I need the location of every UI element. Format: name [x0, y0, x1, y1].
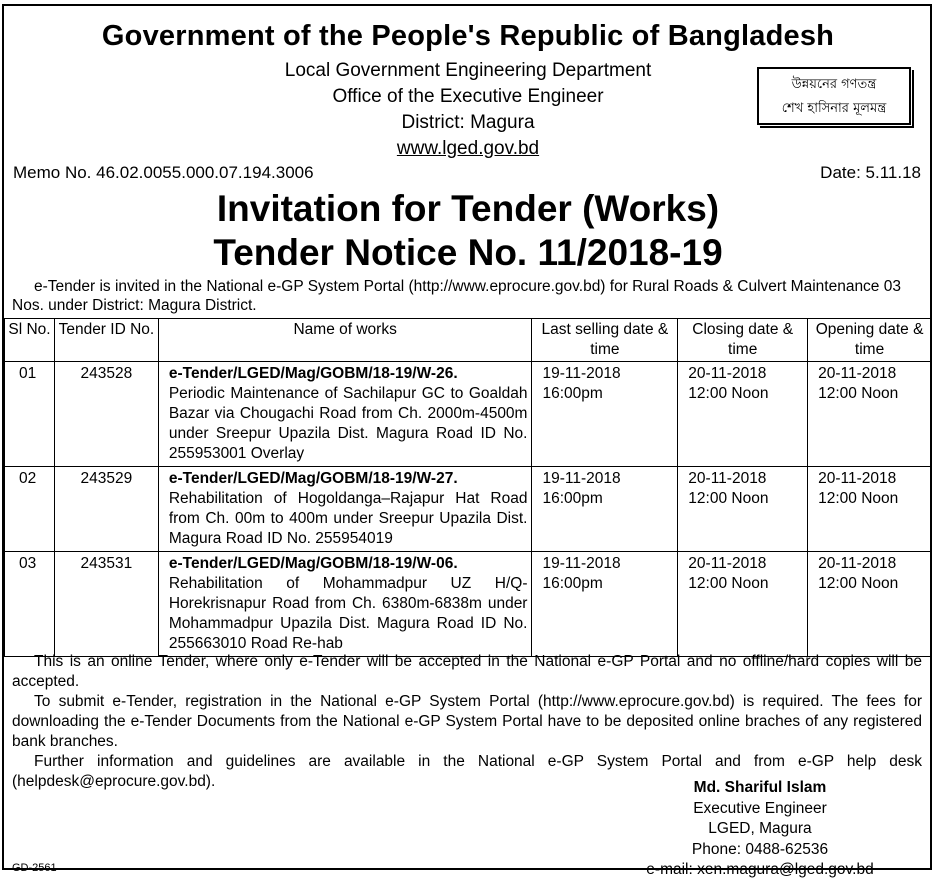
row-tender-id: 243529 — [54, 467, 158, 552]
row-selling — [532, 552, 678, 657]
row-tender-code: e-Tender/LGED/Mag/GOBM/18-19/W-26. — [168, 365, 458, 382]
row-closing — [678, 552, 808, 657]
notice-title: Invitation for Tender (Works) — [216, 188, 720, 229]
row-opening-date: 20-11-2018 — [818, 365, 897, 382]
intro-text: e-Tender is invited in the National e-GP System Portal (http://www.eprocure.gov.bd) for Rural Roads & Culvert Maintenance 03 Nos. under District: Magura District. — [12, 278, 901, 314]
row-opening-time: 12:00 Noon — [818, 385, 899, 402]
signatory-org: LGED, Magura — [708, 820, 812, 837]
note-online-tender: This is an online Tender, where only e-Tender will be accepted in the National e-GP Portal and no offline/hard copies will be accepted. — [12, 653, 922, 690]
row-selling-date: 19-11-2018 — [542, 555, 621, 572]
row-selling-time: 16:00pm — [542, 490, 603, 507]
row-closing-time: 12:00 Noon — [688, 385, 769, 402]
row-selling-date: 19-11-2018 — [542, 470, 621, 487]
slogan-line-1: উন্নয়নের গণতন্ত্র — [791, 77, 877, 92]
row-tender-id: 243528 — [54, 362, 158, 467]
notes-section — [12, 652, 922, 792]
row-opening-date: 20-11-2018 — [818, 470, 897, 487]
row-opening — [808, 362, 932, 467]
note-further-info: Further information and guidelines are available in the National e-GP System Portal and from e-GP help desk (helpdesk@eprocure.gov.bd). — [12, 753, 922, 790]
signatory-name: Md. Shariful Islam — [693, 779, 827, 796]
slogan-box — [757, 67, 911, 125]
tender-notice-number: Tender Notice No. 11/2018-19 — [213, 232, 723, 273]
row-tender-id: 243531 — [54, 552, 158, 657]
header-opening: Opening date & time — [808, 319, 932, 362]
row-closing — [678, 467, 808, 552]
row-selling — [532, 362, 678, 467]
row-work-description: Rehabilitation of Hogoldanga–Rajapur Hat Road from Ch. 00m to 400m under Sreepur Upazila Dist. Magura Road ID No. 255954019 — [168, 490, 528, 547]
row-closing — [678, 362, 808, 467]
office-name: Office of the Executive Engineer — [332, 86, 604, 107]
website-link[interactable]: www.lged.gov.bd — [396, 138, 540, 159]
row-opening — [808, 552, 932, 657]
row-sl: 02 — [5, 467, 55, 552]
row-tender-code: e-Tender/LGED/Mag/GOBM/18-19/W-06. — [168, 555, 458, 572]
tender-table — [4, 318, 932, 657]
department-name: Local Government Engineering Department — [284, 60, 652, 81]
note-registration: To submit e-Tender, registration in the National e-GP System Portal (http://www.eprocure.gov.bd) is required. The fees for downloading the e-Tender Documents from the National e-GP System Portal have to be deposited online braches of any registered bank branches. — [12, 693, 922, 750]
row-opening-date: 20-11-2018 — [818, 555, 897, 572]
intro-paragraph — [12, 277, 924, 315]
row-selling-date: 19-11-2018 — [542, 365, 621, 382]
row-closing-date: 20-11-2018 — [688, 470, 767, 487]
signatory-email: e-mail: xen.magura@lged.gov.bd — [646, 861, 874, 878]
row-work — [158, 362, 532, 467]
header-sl: Sl No. — [5, 319, 55, 362]
row-closing-date: 20-11-2018 — [688, 555, 767, 572]
table-header-row — [5, 319, 932, 362]
notice-date: Date: 5.11.18 — [820, 163, 921, 182]
signatory-title: Executive Engineer — [693, 799, 827, 817]
table-row — [5, 362, 932, 467]
signatory-phone: Phone: 0488-62536 — [691, 840, 829, 858]
row-work — [158, 467, 532, 552]
row-opening — [808, 467, 932, 552]
row-closing-time: 12:00 Noon — [688, 490, 769, 507]
row-sl: 03 — [5, 552, 55, 657]
cd-number: GD-2561 — [12, 862, 57, 874]
row-closing-date: 20-11-2018 — [688, 365, 767, 382]
row-tender-code: e-Tender/LGED/Mag/GOBM/18-19/W-27. — [168, 470, 458, 487]
row-closing-time: 12:00 Noon — [688, 575, 769, 592]
row-work — [158, 552, 532, 657]
memo-number: Memo No. 46.02.0055.000.07.194.3006 — [13, 163, 314, 182]
header-closing: Closing date & time — [678, 319, 808, 362]
slogan-line-2: শেখ হাসিনার মূলমন্ত্র — [781, 101, 887, 116]
government-title: Government of the People's Republic of Bangladesh — [101, 20, 835, 52]
header-name-of-works: Name of works — [158, 319, 532, 362]
row-selling — [532, 467, 678, 552]
table-row — [5, 467, 932, 552]
row-selling-time: 16:00pm — [542, 385, 603, 402]
signature-block — [640, 778, 880, 881]
district-name: District: Magura — [401, 112, 535, 133]
row-selling-time: 16:00pm — [542, 575, 603, 592]
header-tender-id: Tender ID No. — [54, 319, 158, 362]
row-opening-time: 12:00 Noon — [818, 490, 899, 507]
row-opening-time: 12:00 Noon — [818, 575, 899, 592]
row-work-description: Rehabilitation of Mohammadpur UZ H/Q-Horekrisnapur Road from Ch. 6380m-6838m under Mohammadpur Upazila Dist. Magura Road ID No. 255663010 Road Re-hab — [168, 575, 528, 652]
row-sl: 01 — [5, 362, 55, 467]
row-work-description: Periodic Maintenance of Sachilapur GC to Goaldah Bazar via Chougachi Road from Ch. 2000m-4500m under Sreepur Upazila Dist. Magura Road ID No. 255953001 Overlay — [168, 385, 528, 462]
table-row — [5, 552, 932, 657]
header-selling: Last selling date & time — [532, 319, 678, 362]
